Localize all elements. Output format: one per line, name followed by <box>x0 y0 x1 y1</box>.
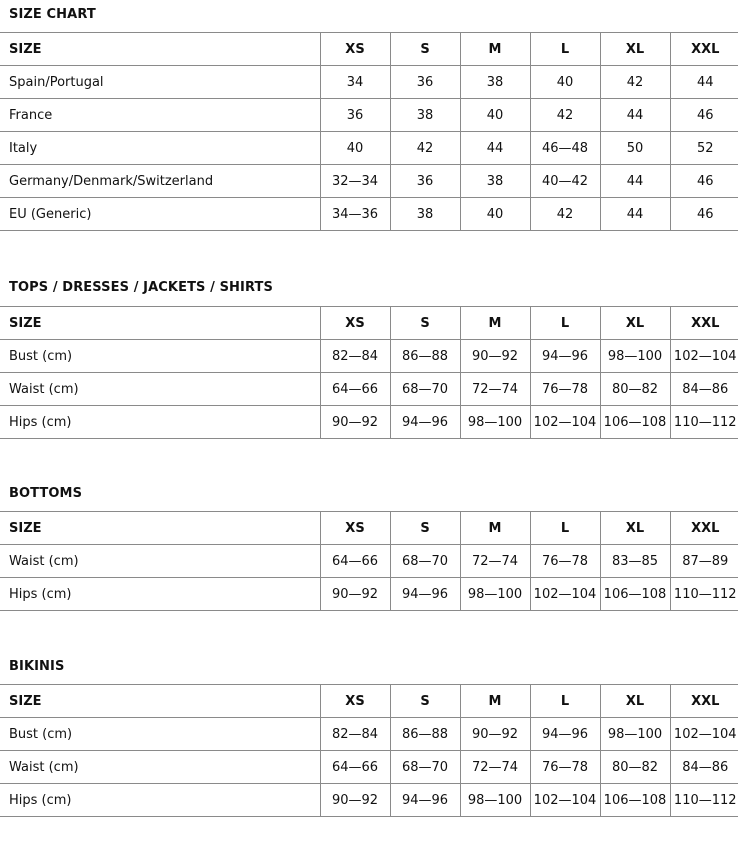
table-cell: 64—66 <box>320 373 390 406</box>
table-header-row <box>0 512 738 545</box>
table-cell: 36 <box>390 165 460 198</box>
table-row <box>0 784 738 817</box>
table-cell: 44 <box>600 165 670 198</box>
table-cell: 34—36 <box>320 198 390 231</box>
table-cell: 72—74 <box>460 545 530 578</box>
table-header-row <box>0 33 738 66</box>
table-cell: 36 <box>390 66 460 99</box>
table-cell: 38 <box>460 66 530 99</box>
column-header-size: L <box>530 307 600 340</box>
column-header-size: XXL <box>670 307 738 340</box>
table-cell: 76—78 <box>530 373 600 406</box>
row-label: Waist (cm) <box>0 545 320 578</box>
table-cell: 94—96 <box>390 578 460 611</box>
table-cell: 40 <box>530 66 600 99</box>
table-cell: 52 <box>670 132 738 165</box>
column-header-size: XXL <box>670 685 738 718</box>
table-cell: 110—112 <box>670 784 738 817</box>
column-header-size: S <box>390 512 460 545</box>
column-header-size: XL <box>600 307 670 340</box>
table-cell: 87—89 <box>670 545 738 578</box>
table-cell: 98—100 <box>600 718 670 751</box>
table-cell: 110—112 <box>670 578 738 611</box>
column-header-size: XL <box>600 33 670 66</box>
column-header-size: XS <box>320 33 390 66</box>
column-header-size: XXL <box>670 512 738 545</box>
table-cell: 72—74 <box>460 751 530 784</box>
table-cell: 86—88 <box>390 340 460 373</box>
table-cell: 102—104 <box>530 578 600 611</box>
table-cell: 46 <box>670 99 738 132</box>
column-header-label: SIZE <box>0 307 320 340</box>
table-cell: 50 <box>600 132 670 165</box>
column-header-label: SIZE <box>0 33 320 66</box>
table-cell: 94—96 <box>530 340 600 373</box>
table-cell: 42 <box>600 66 670 99</box>
column-header-size: L <box>530 512 600 545</box>
table-cell: 106—108 <box>600 784 670 817</box>
table-cell: 46—48 <box>530 132 600 165</box>
table-row <box>0 340 738 373</box>
table-cell: 68—70 <box>390 545 460 578</box>
section-title: BIKINIS <box>9 659 65 674</box>
table-cell: 42 <box>530 198 600 231</box>
table-cell: 102—104 <box>670 718 738 751</box>
table-cell: 80—82 <box>600 751 670 784</box>
table-header-row <box>0 307 738 340</box>
table-cell: 84—86 <box>670 373 738 406</box>
table-cell: 110—112 <box>670 406 738 439</box>
table-cell: 44 <box>460 132 530 165</box>
table-header-row <box>0 685 738 718</box>
table-cell: 106—108 <box>600 578 670 611</box>
row-label: France <box>0 99 320 132</box>
size-table <box>0 306 738 439</box>
column-header-size: S <box>390 307 460 340</box>
row-label: Germany/Denmark/Switzerland <box>0 165 320 198</box>
table-cell: 64—66 <box>320 545 390 578</box>
size-table <box>0 32 738 231</box>
table-row <box>0 545 738 578</box>
table-cell: 90—92 <box>320 784 390 817</box>
table-row <box>0 165 738 198</box>
table-cell: 98—100 <box>460 784 530 817</box>
size-table <box>0 511 738 611</box>
table-row <box>0 373 738 406</box>
column-header-size: S <box>390 685 460 718</box>
table-cell: 98—100 <box>600 340 670 373</box>
table-cell: 44 <box>600 99 670 132</box>
table-row <box>0 751 738 784</box>
row-label: Hips (cm) <box>0 784 320 817</box>
table-cell: 102—104 <box>530 784 600 817</box>
table-cell: 76—78 <box>530 545 600 578</box>
table-cell: 82—84 <box>320 340 390 373</box>
column-header-size: S <box>390 33 460 66</box>
table-row <box>0 66 738 99</box>
column-header-label: SIZE <box>0 512 320 545</box>
table-cell: 68—70 <box>390 751 460 784</box>
table-cell: 102—104 <box>670 340 738 373</box>
row-label: Spain/Portugal <box>0 66 320 99</box>
column-header-label: SIZE <box>0 685 320 718</box>
table-cell: 84—86 <box>670 751 738 784</box>
row-label: Hips (cm) <box>0 406 320 439</box>
table-row <box>0 406 738 439</box>
table-cell: 40 <box>460 198 530 231</box>
column-header-size: XS <box>320 307 390 340</box>
column-header-size: M <box>460 307 530 340</box>
table-row <box>0 578 738 611</box>
column-header-size: XL <box>600 512 670 545</box>
table-cell: 40 <box>320 132 390 165</box>
table-row <box>0 132 738 165</box>
table-cell: 64—66 <box>320 751 390 784</box>
table-cell: 34 <box>320 66 390 99</box>
table-cell: 38 <box>390 99 460 132</box>
table-cell: 46 <box>670 165 738 198</box>
row-label: EU (Generic) <box>0 198 320 231</box>
column-header-size: XXL <box>670 33 738 66</box>
table-cell: 72—74 <box>460 373 530 406</box>
table-row <box>0 198 738 231</box>
column-header-size: M <box>460 33 530 66</box>
table-cell: 42 <box>530 99 600 132</box>
table-cell: 76—78 <box>530 751 600 784</box>
table-cell: 32—34 <box>320 165 390 198</box>
table-cell: 94—96 <box>390 406 460 439</box>
table-cell: 42 <box>390 132 460 165</box>
table-cell: 44 <box>670 66 738 99</box>
table-cell: 80—82 <box>600 373 670 406</box>
table-cell: 98—100 <box>460 578 530 611</box>
table-cell: 102—104 <box>530 406 600 439</box>
table-cell: 82—84 <box>320 718 390 751</box>
column-header-size: XS <box>320 685 390 718</box>
row-label: Hips (cm) <box>0 578 320 611</box>
table-cell: 90—92 <box>460 718 530 751</box>
table-cell: 44 <box>600 198 670 231</box>
table-cell: 40 <box>460 99 530 132</box>
table-cell: 46 <box>670 198 738 231</box>
row-label: Waist (cm) <box>0 751 320 784</box>
column-header-size: XS <box>320 512 390 545</box>
row-label: Waist (cm) <box>0 373 320 406</box>
table-cell: 90—92 <box>460 340 530 373</box>
table-cell: 90—92 <box>320 578 390 611</box>
table-cell: 86—88 <box>390 718 460 751</box>
column-header-size: L <box>530 685 600 718</box>
table-cell: 38 <box>460 165 530 198</box>
table-cell: 38 <box>390 198 460 231</box>
column-header-size: M <box>460 685 530 718</box>
table-cell: 36 <box>320 99 390 132</box>
column-header-size: M <box>460 512 530 545</box>
table-cell: 40—42 <box>530 165 600 198</box>
table-cell: 68—70 <box>390 373 460 406</box>
section-title: TOPS / DRESSES / JACKETS / SHIRTS <box>9 280 273 295</box>
table-cell: 90—92 <box>320 406 390 439</box>
row-label: Bust (cm) <box>0 340 320 373</box>
table-cell: 94—96 <box>390 784 460 817</box>
section-title: SIZE CHART <box>9 7 96 22</box>
table-cell: 94—96 <box>530 718 600 751</box>
column-header-size: XL <box>600 685 670 718</box>
table-row <box>0 718 738 751</box>
row-label: Italy <box>0 132 320 165</box>
column-header-size: L <box>530 33 600 66</box>
table-cell: 98—100 <box>460 406 530 439</box>
table-cell: 106—108 <box>600 406 670 439</box>
table-cell: 83—85 <box>600 545 670 578</box>
size-table <box>0 684 738 817</box>
table-row <box>0 99 738 132</box>
section-title: BOTTOMS <box>9 486 83 501</box>
row-label: Bust (cm) <box>0 718 320 751</box>
